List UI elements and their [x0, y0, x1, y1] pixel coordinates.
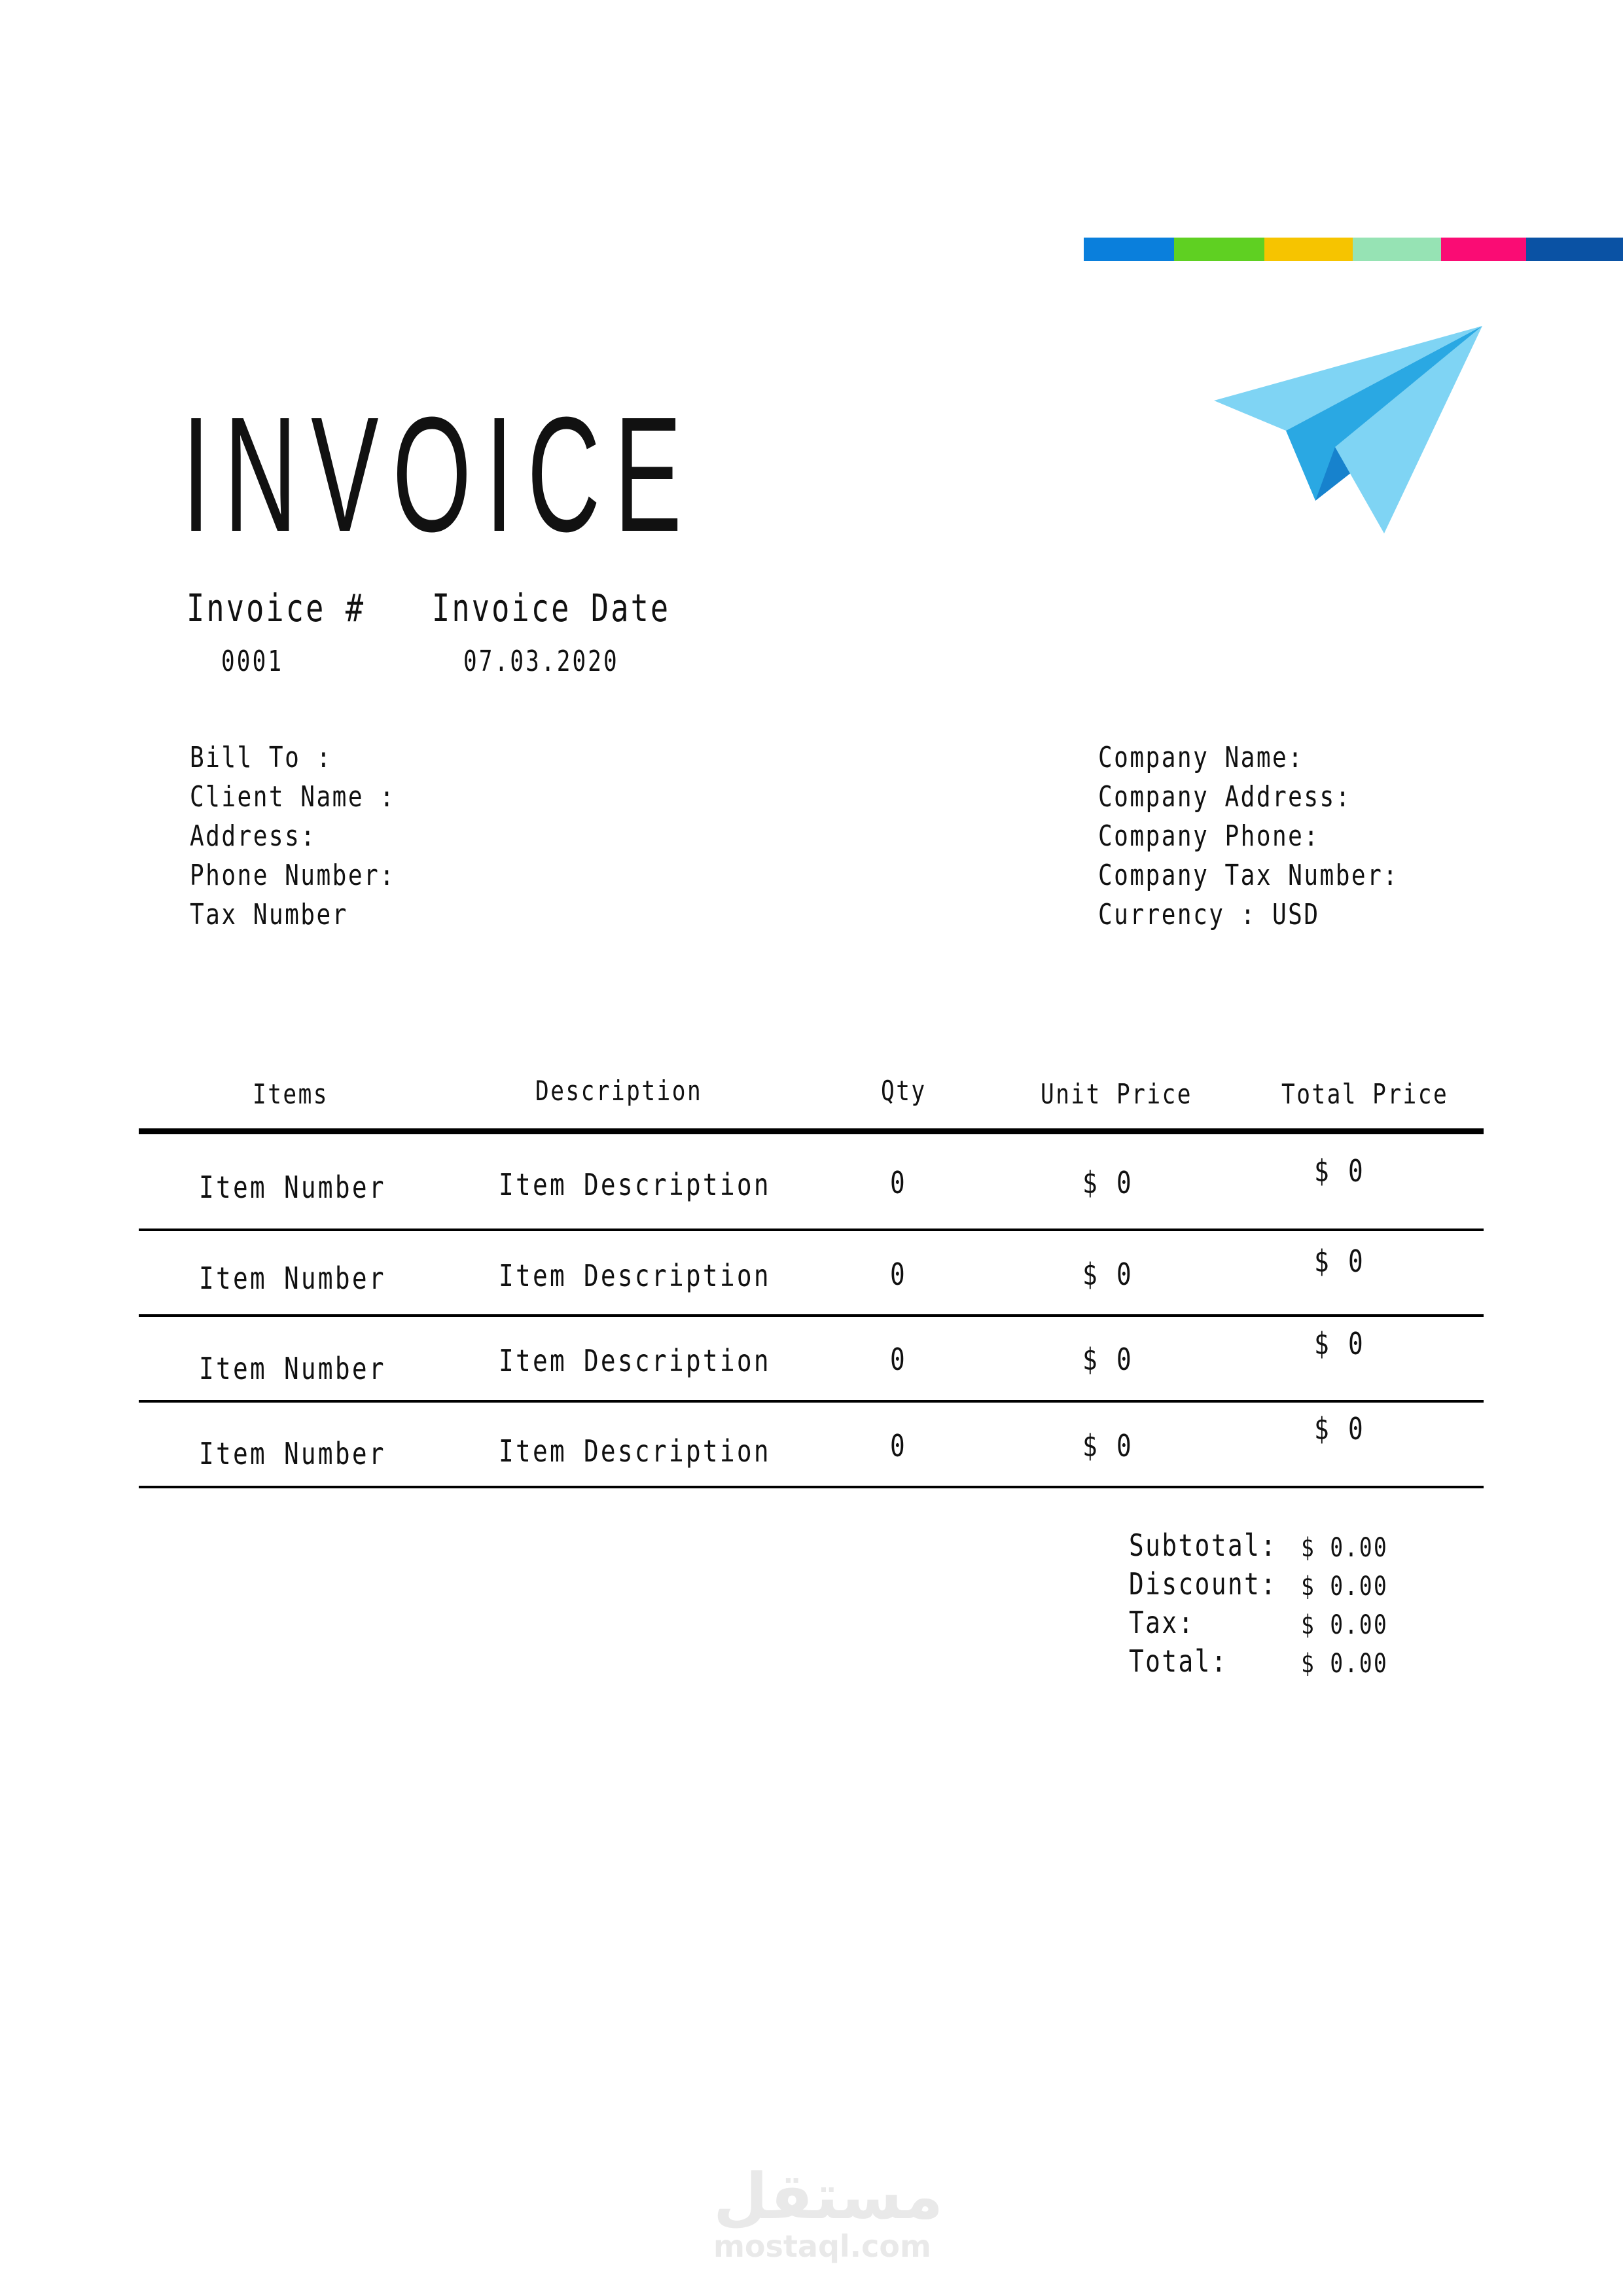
column-header-total-price: Total Price	[1281, 1078, 1449, 1110]
table-row-3-qty: 0	[890, 1342, 907, 1377]
table-row-2-unit-price: $ 0	[1082, 1257, 1133, 1292]
client-address-label: Address:	[190, 819, 317, 853]
total-value: $ 0.00	[1301, 1649, 1389, 1679]
paper-plane-icon	[1207, 321, 1489, 537]
company-phone-label: Company Phone:	[1098, 819, 1320, 853]
table-row-1-unit-price: $ 0	[1082, 1165, 1133, 1200]
table-row-1-qty: 0	[890, 1165, 907, 1200]
subtotal-value: $ 0.00	[1301, 1533, 1389, 1563]
table-row-4-description: Item Description	[499, 1433, 771, 1469]
table-row-2-description: Item Description	[499, 1258, 771, 1293]
company-name-label: Company Name:	[1098, 741, 1304, 774]
column-header-description: Description	[535, 1075, 703, 1107]
total-label: Total:	[1129, 1643, 1228, 1679]
table-row-divider	[139, 1400, 1484, 1403]
stripe-navy	[1526, 238, 1623, 261]
table-row-2-qty: 0	[890, 1257, 907, 1292]
column-header-qty: Qty	[881, 1075, 927, 1107]
table-bottom-rule	[139, 1486, 1484, 1488]
tax-value: $ 0.00	[1301, 1610, 1389, 1640]
invoice-number-value: 0001	[221, 645, 284, 678]
company-tax-label: Company Tax Number:	[1098, 859, 1399, 892]
tax-label: Tax:	[1129, 1605, 1195, 1640]
invoice-title: INVOICE	[182, 383, 696, 565]
stripe-pink	[1441, 238, 1526, 261]
invoice-number-label: Invoice #	[187, 586, 366, 630]
table-row-3-total-price: $ 0	[1314, 1326, 1365, 1361]
table-row-2-item: Item Number	[199, 1261, 386, 1296]
column-header-items: Items	[253, 1078, 329, 1110]
table-row-1-item: Item Number	[199, 1170, 386, 1205]
table-row-1-description: Item Description	[499, 1167, 771, 1202]
discount-value: $ 0.00	[1301, 1571, 1389, 1602]
bill-to-label: Bill To :	[190, 741, 332, 774]
table-row-2-total-price: $ 0	[1314, 1244, 1365, 1279]
table-row-3-item: Item Number	[199, 1351, 386, 1386]
bill-to-block	[190, 738, 395, 935]
column-header-unit-price: Unit Price	[1041, 1078, 1192, 1110]
company-block	[1098, 738, 1399, 935]
subtotal-label: Subtotal:	[1129, 1528, 1277, 1563]
client-name-label: Client Name :	[190, 780, 396, 814]
watermark-site: mostaql.com	[713, 2229, 931, 2264]
table-row-1-total-price: $ 0	[1314, 1153, 1365, 1189]
table-row-4-qty: 0	[890, 1428, 907, 1463]
client-phone-label: Phone Number:	[190, 859, 396, 892]
table-header-rule	[139, 1128, 1484, 1134]
invoice-date-label: Invoice Date	[432, 586, 671, 630]
table-row-3-unit-price: $ 0	[1082, 1342, 1133, 1377]
invoice-date-value: 07.03.2020	[463, 645, 619, 678]
stripe-blue	[1084, 238, 1174, 261]
totals-labels	[1129, 1526, 1277, 1681]
color-stripe	[1084, 238, 1623, 261]
company-address-label: Company Address:	[1098, 780, 1351, 814]
stripe-green	[1174, 238, 1264, 261]
table-row-divider	[139, 1229, 1484, 1231]
currency-label: Currency : USD	[1098, 898, 1320, 931]
stripe-mint	[1353, 238, 1441, 261]
discount-label: Discount:	[1129, 1566, 1277, 1602]
table-row-4-unit-price: $ 0	[1082, 1428, 1133, 1463]
client-tax-label: Tax Number	[190, 898, 348, 931]
totals-values	[1301, 1529, 1388, 1683]
table-row-4-item: Item Number	[199, 1436, 386, 1471]
table-row-4-total-price: $ 0	[1314, 1411, 1365, 1446]
table-row-divider	[139, 1314, 1484, 1317]
watermark-arabic-logo: مستقل	[713, 2160, 944, 2233]
stripe-yellow	[1264, 238, 1353, 261]
table-row-3-description: Item Description	[499, 1343, 771, 1378]
